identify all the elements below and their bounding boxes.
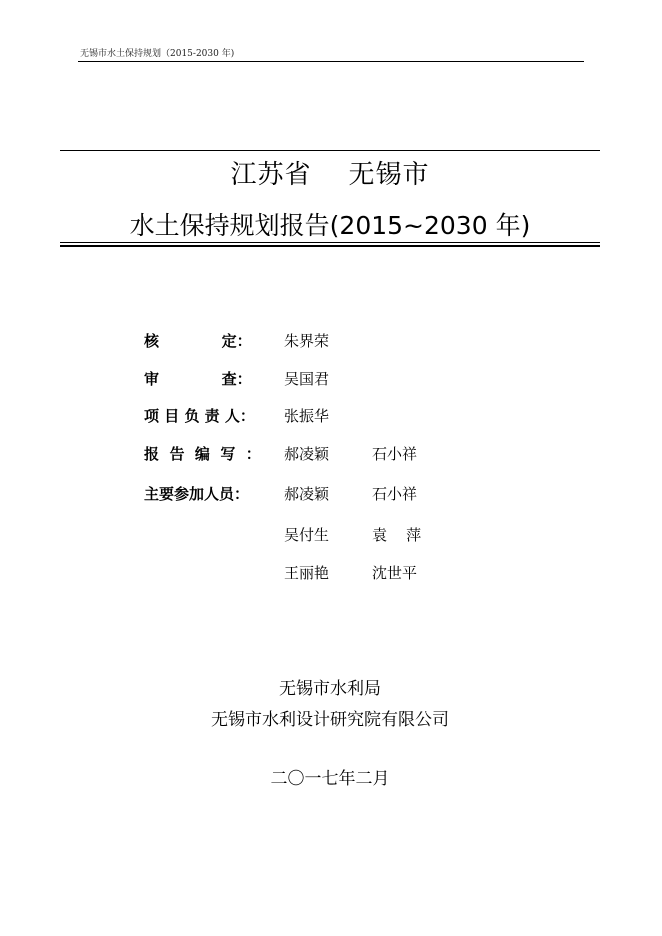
signature-name: 郝凌颖 [284, 445, 330, 463]
title-top-rule [60, 150, 600, 151]
title-bottom-rule [60, 242, 600, 247]
signature-name: 石小祥 [372, 445, 418, 463]
signature-label: 核 定： [144, 332, 252, 350]
signature-label: 审 查： [144, 370, 252, 388]
header-rule [78, 61, 584, 62]
title-line-1: 江苏省 无锡市 [230, 160, 430, 190]
title-line-2: 水土保持规划报告(2015~2030 年) [129, 211, 531, 240]
signature-name: 郝凌颖 [284, 485, 330, 503]
signature-name: 沈世平 [372, 564, 418, 582]
signature-name: 张振华 [284, 407, 330, 425]
organization-name: 无锡市水利局 [279, 679, 381, 699]
signature-label: 主要参加人员： [144, 485, 250, 503]
signature-name: 石小祥 [372, 485, 418, 503]
signature-name: 王丽艳 [284, 564, 330, 582]
signature-label: 项 目 负 责 人： [144, 407, 255, 425]
organization-name: 无锡市水利设计研究院有限公司 [211, 710, 449, 730]
header-text: 无锡市水土保持规划（2015-2030 年) [80, 49, 235, 59]
signature-name: 吴付生 [284, 526, 330, 544]
signature-name: 袁 萍 [372, 526, 422, 544]
signature-label: 报 告 编 写 ： [144, 445, 261, 463]
report-date: 二〇一七年二月 [270, 769, 390, 789]
signature-name: 吴国君 [284, 370, 330, 388]
signature-name: 朱界荣 [284, 332, 330, 350]
